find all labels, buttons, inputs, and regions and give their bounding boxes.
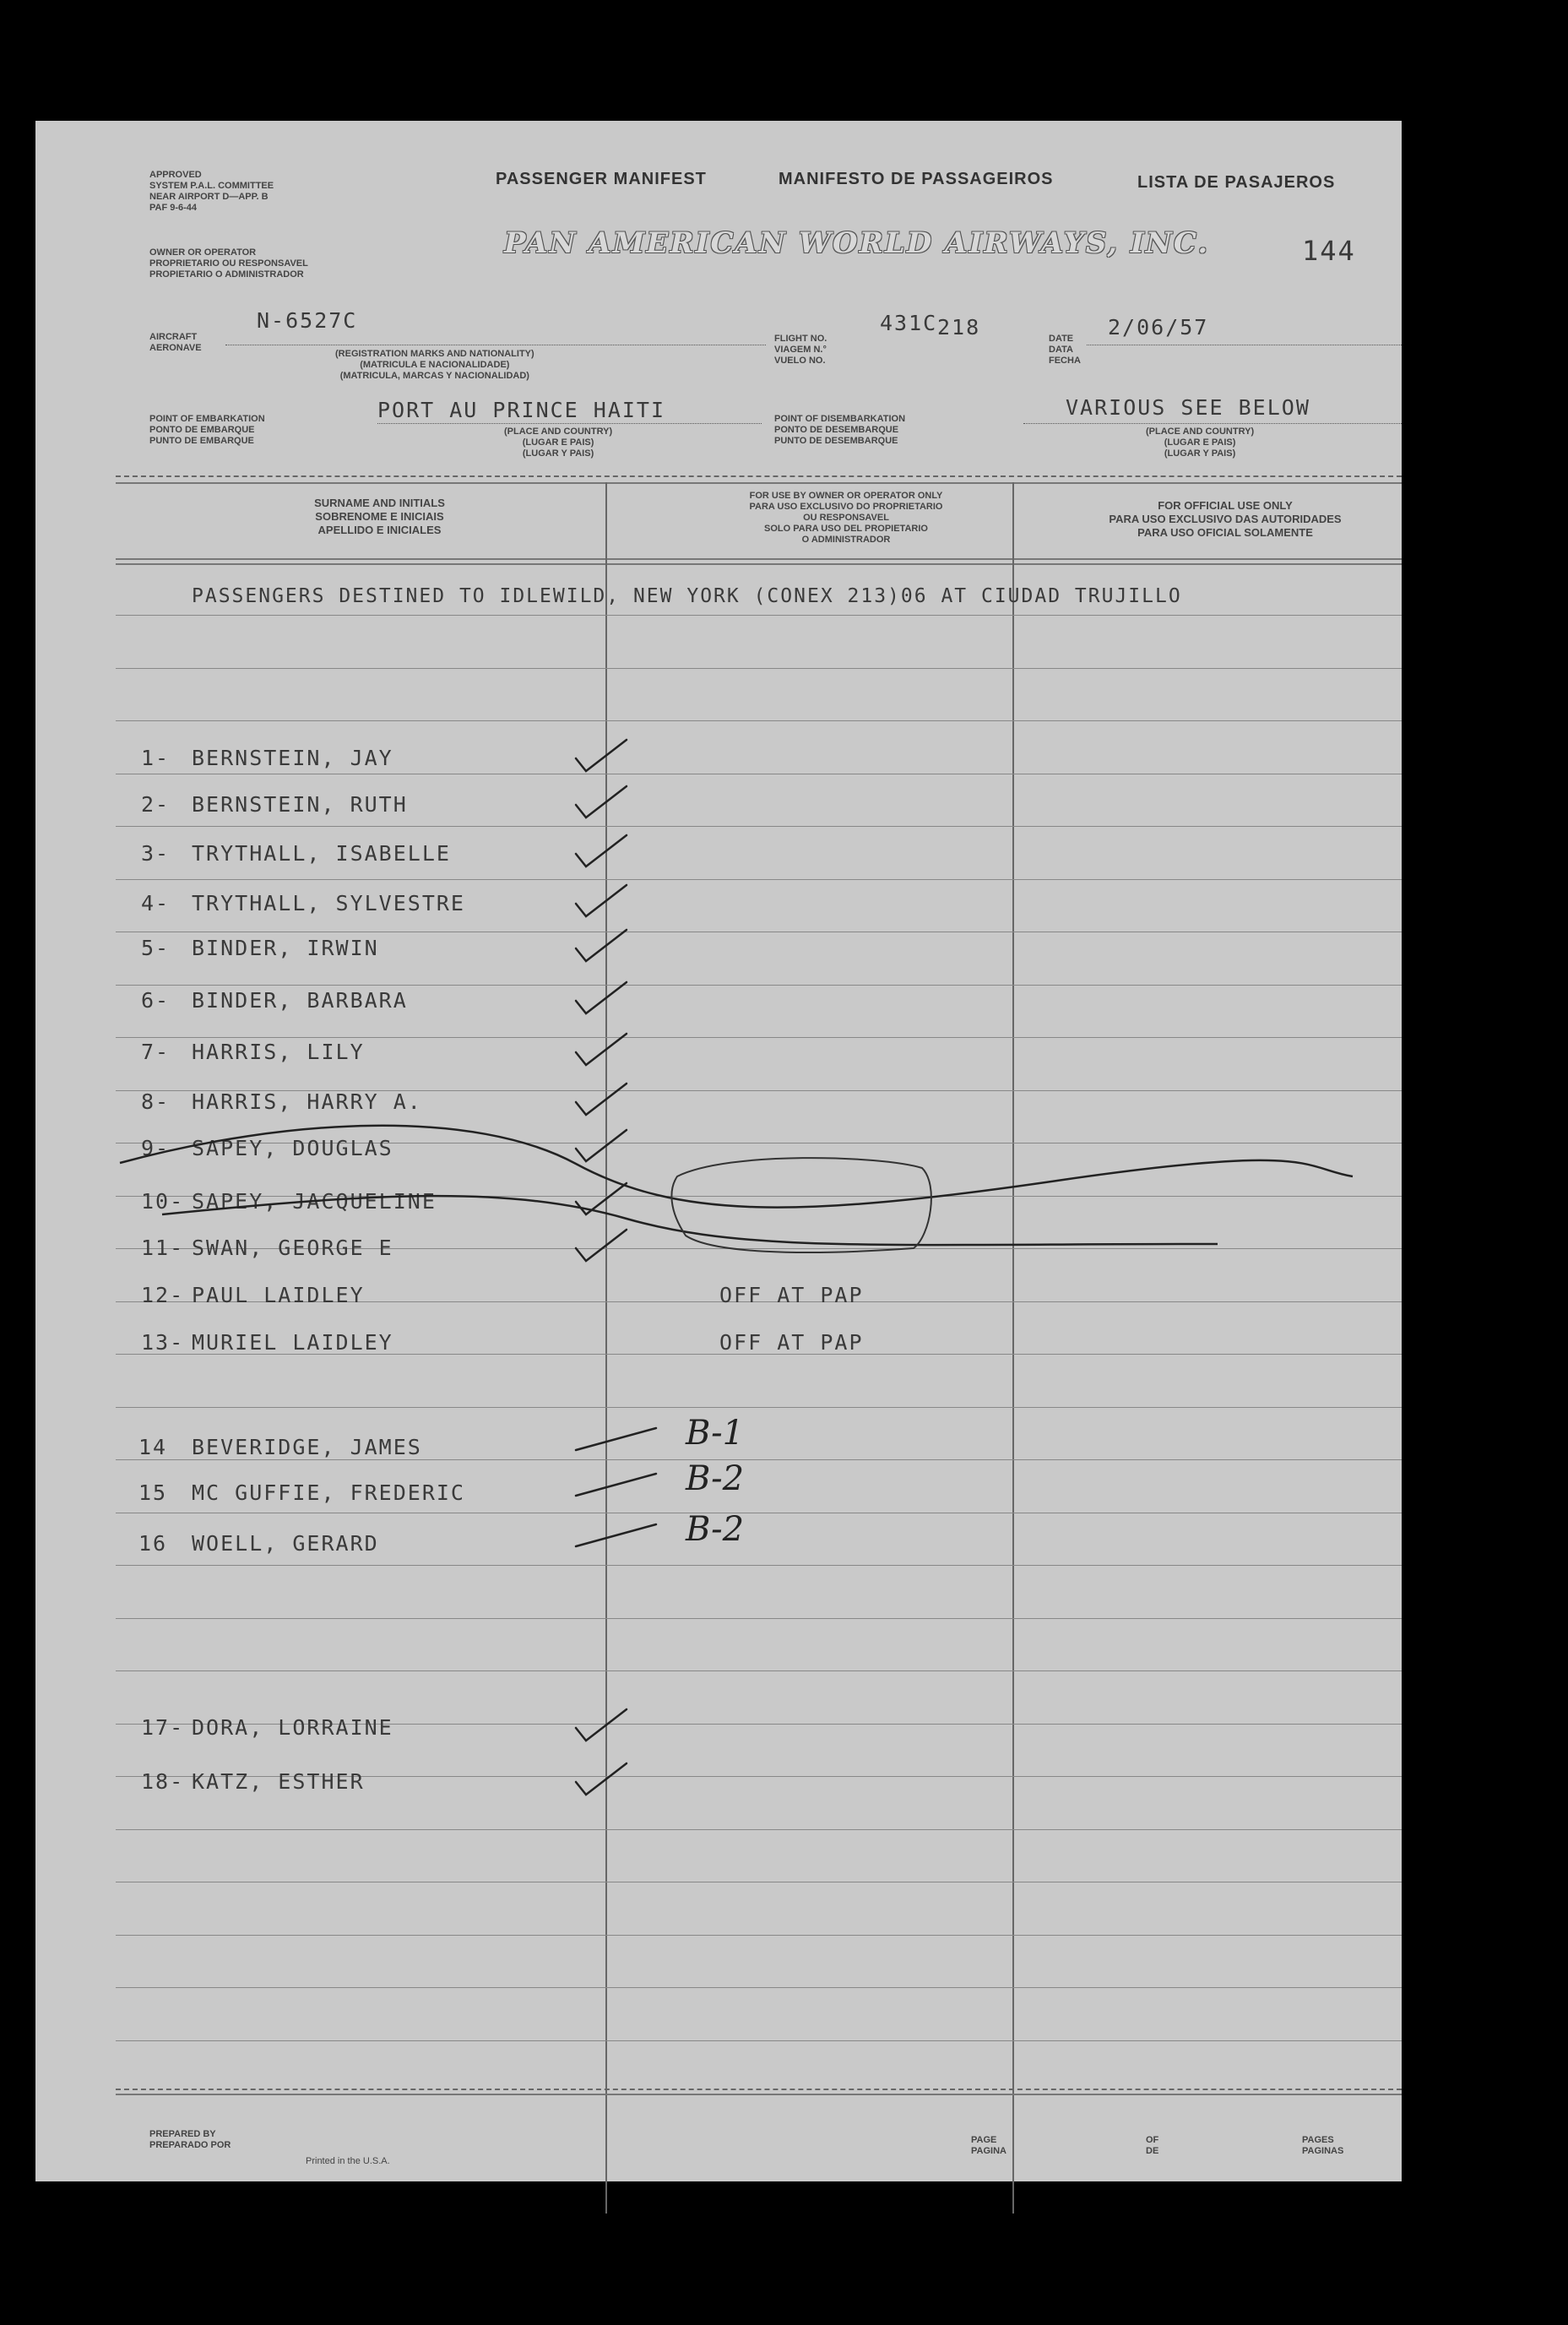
passenger-number: 10- — [141, 1189, 185, 1214]
handwritten-marks — [35, 121, 1402, 2181]
check-mark — [576, 1230, 627, 1261]
date-label-line: DATE — [1049, 334, 1074, 344]
passenger-name: SAPEY, JACQUELINE — [192, 1189, 437, 1214]
check-mark — [576, 1130, 627, 1161]
flight-prefix: 431C — [880, 311, 938, 335]
aircraft-caption-line: (MATRICULA E NACIONALIDADE) — [360, 360, 510, 370]
flight-label-line: FLIGHT NO. — [774, 334, 827, 344]
check-mark — [576, 1084, 627, 1115]
passenger-number: 5- — [141, 936, 171, 960]
disembarkation-label-line: PONTO DE DESEMBARQUE — [774, 425, 899, 435]
check-mark — [576, 1763, 627, 1795]
disembarkation-label-line: POINT OF DISEMBARKATION — [774, 414, 906, 424]
passenger-number: 1- — [141, 746, 171, 770]
destination-note: PASSENGERS DESTINED TO IDLEWILD, NEW YORK (CONEX 213)06 AT CIUDAD TRUJILLO — [192, 585, 1182, 607]
approval-line: NEAR AIRPORT D—APP. B — [149, 192, 269, 202]
check-mark — [576, 982, 627, 1013]
passenger-number: 9- — [141, 1136, 171, 1160]
col2-header-line: FOR USE BY OWNER OR OPERATOR ONLY — [749, 491, 943, 501]
passenger-name: MC GUFFIE, FREDERIC — [192, 1480, 465, 1505]
passenger-number: 12- — [141, 1283, 185, 1307]
passenger-name: DORA, LORRAINE — [192, 1715, 393, 1740]
title-passenger-manifest: PASSENGER MANIFEST — [496, 170, 707, 188]
aircraft-label-line: AIRCRAFT — [149, 332, 198, 342]
passenger-number: 6- — [141, 988, 171, 1013]
check-mark — [576, 1034, 627, 1065]
approval-line: APPROVED — [149, 170, 202, 180]
disembarkation-label-line: PUNTO DE DESEMBARQUE — [774, 436, 898, 446]
owner-label-line: PROPIETARIO O ADMINISTRADOR — [149, 269, 304, 280]
footer-rule-2 — [116, 2094, 1402, 2095]
pages-label — [1302, 2135, 1343, 2157]
check-mark — [576, 1183, 627, 1214]
dash-mark — [576, 1524, 656, 1546]
title-manifesto: MANIFESTO DE PASSAGEIROS — [779, 170, 1054, 188]
flight-number: 218 — [937, 315, 981, 340]
aircraft-label-line: AERONAVE — [149, 343, 202, 353]
check-mark — [576, 786, 627, 818]
passenger-number: 7- — [141, 1040, 171, 1064]
check-mark — [576, 835, 627, 866]
dash-mark — [576, 1428, 656, 1450]
aircraft-caption-line: (REGISTRATION MARKS AND NATIONALITY) — [335, 349, 534, 359]
owner-label-line: OWNER OR OPERATOR — [149, 247, 257, 258]
col3-header-line: PARA USO EXCLUSIVO DAS AUTORIDADES — [1109, 513, 1342, 525]
aircraft-caption-line: (MATRICULA, MARCAS Y NACIONALIDAD) — [339, 371, 529, 381]
manifest-page — [35, 121, 1402, 2181]
date-label-line: DATA — [1049, 345, 1073, 355]
check-mark — [576, 885, 627, 916]
disembarkation-caption-line: (PLACE AND COUNTRY) — [1146, 426, 1255, 437]
of-label — [1146, 2135, 1158, 2157]
passenger-name: TRYTHALL, SYLVESTRE — [192, 891, 465, 915]
passenger-number: 14 — [138, 1435, 168, 1459]
approval-line: SYSTEM P.A.L. COMMITTEE — [149, 181, 274, 191]
col1-header-line: SOBRENOME E INICIAIS — [315, 510, 444, 523]
col3-header-line: FOR OFFICIAL USE ONLY — [1158, 499, 1293, 512]
pages-label-line: PAGES — [1302, 2135, 1334, 2145]
passenger-number: 15 — [138, 1480, 168, 1505]
handwritten-code: B-2 — [686, 1459, 745, 1498]
aircraft-value: N-6527C — [257, 308, 358, 333]
airline-name: PAN AMERICAN WORLD AIRWAYS, INC. — [504, 226, 1210, 260]
date-label-line: FECHA — [1049, 356, 1081, 366]
col2-header-line: PARA USO EXCLUSIVO DO PROPRIETARIO — [749, 502, 943, 512]
disembarkation-value: VARIOUS SEE BELOW — [1066, 395, 1310, 420]
passenger-note: OFF AT PAP — [719, 1283, 864, 1307]
passenger-name: BERNSTEIN, RUTH — [192, 792, 408, 817]
passenger-number: 16 — [138, 1531, 168, 1556]
dash-mark — [576, 1474, 656, 1496]
date-value: 2/06/57 — [1108, 315, 1209, 340]
passenger-name: SAPEY, DOUGLAS — [192, 1136, 393, 1160]
circle-mark — [671, 1158, 930, 1252]
passenger-name: MURIEL LAIDLEY — [192, 1330, 393, 1355]
passenger-name: BINDER, IRWIN — [192, 936, 379, 960]
disembarkation-caption-line: (LUGAR E PAIS) — [1164, 437, 1236, 448]
passenger-name: BEVERIDGE, JAMES — [192, 1435, 422, 1459]
page-label — [971, 2135, 1006, 2157]
passenger-name: KATZ, ESTHER — [192, 1769, 365, 1794]
col1-header-line: APELLIDO E INICIALES — [317, 524, 442, 536]
page-number: 144 — [1302, 235, 1356, 267]
passenger-number: 18- — [141, 1769, 185, 1794]
footer-rule — [116, 2089, 1402, 2090]
col2-header-line: O ADMINISTRADOR — [801, 535, 891, 545]
check-mark — [576, 740, 627, 771]
embarkation-label-line: PUNTO DE EMBARQUE — [149, 436, 254, 446]
passenger-number: 4- — [141, 891, 171, 915]
prepared-label — [149, 2129, 231, 2151]
approval-line: PAF 9-6-44 — [149, 203, 198, 213]
page-label-line: PAGE — [971, 2135, 997, 2145]
passenger-name: BINDER, BARBARA — [192, 988, 408, 1013]
of-label-line: DE — [1146, 2146, 1159, 2156]
passenger-number: 13- — [141, 1330, 185, 1355]
passenger-name: HARRIS, LILY — [192, 1040, 365, 1064]
embarkation-caption-line: (PLACE AND COUNTRY) — [504, 426, 613, 437]
prepared-label-line: PREPARADO POR — [149, 2140, 231, 2150]
passenger-number: 2- — [141, 792, 171, 817]
passenger-name: PAUL LAIDLEY — [192, 1283, 365, 1307]
flight-label-line: VUELO NO. — [774, 356, 826, 366]
check-mark — [576, 1709, 627, 1741]
passenger-number: 3- — [141, 841, 171, 866]
handwritten-code: B-2 — [686, 1510, 745, 1549]
disembarkation-caption-line: (LUGAR Y PAIS) — [1164, 448, 1236, 459]
embarkation-caption-line: (LUGAR Y PAIS) — [522, 448, 594, 459]
embarkation-value: PORT AU PRINCE HAITI — [377, 398, 666, 422]
handwritten-code: B-1 — [686, 1414, 745, 1453]
of-label-line: OF — [1146, 2135, 1159, 2145]
passenger-name: BERNSTEIN, JAY — [192, 746, 393, 770]
passenger-name: HARRIS, HARRY A. — [192, 1089, 422, 1114]
passenger-number: 8- — [141, 1089, 171, 1114]
passenger-name: WOELL, GERARD — [192, 1531, 379, 1556]
flight-label-line: VIAGEM N.° — [774, 345, 827, 355]
col1-header-line: SURNAME AND INITIALS — [314, 497, 445, 509]
col2-header-line: OU RESPONSAVEL — [803, 513, 889, 523]
check-mark — [576, 930, 627, 961]
embarkation-label-line: POINT OF EMBARKATION — [149, 414, 265, 424]
passenger-number: 17- — [141, 1715, 185, 1740]
strike-line — [120, 1126, 1353, 1208]
passenger-note: OFF AT PAP — [719, 1330, 864, 1355]
owner-label-line: PROPRIETARIO OU RESPONSAVEL — [149, 258, 308, 269]
embarkation-caption-line: (LUGAR E PAIS) — [522, 437, 594, 448]
title-lista: LISTA DE PASAJEROS — [1137, 173, 1336, 192]
embarkation-label-line: PONTO DE EMBARQUE — [149, 425, 255, 435]
col3-header-line: PARA USO OFICIAL SOLAMENTE — [1137, 526, 1313, 539]
page-label-line: PAGINA — [971, 2146, 1006, 2156]
passenger-name: TRYTHALL, ISABELLE — [192, 841, 451, 866]
prepared-label-line: PREPARED BY — [149, 2129, 216, 2139]
col2-header-line: SOLO PARA USO DEL PROPIETARIO — [764, 524, 928, 534]
passenger-name: SWAN, GEORGE E — [192, 1236, 393, 1260]
passenger-number: 11- — [141, 1236, 185, 1260]
printed-note: Printed in the U.S.A. — [306, 2156, 390, 2166]
pages-label-line: PAGINAS — [1302, 2146, 1344, 2156]
